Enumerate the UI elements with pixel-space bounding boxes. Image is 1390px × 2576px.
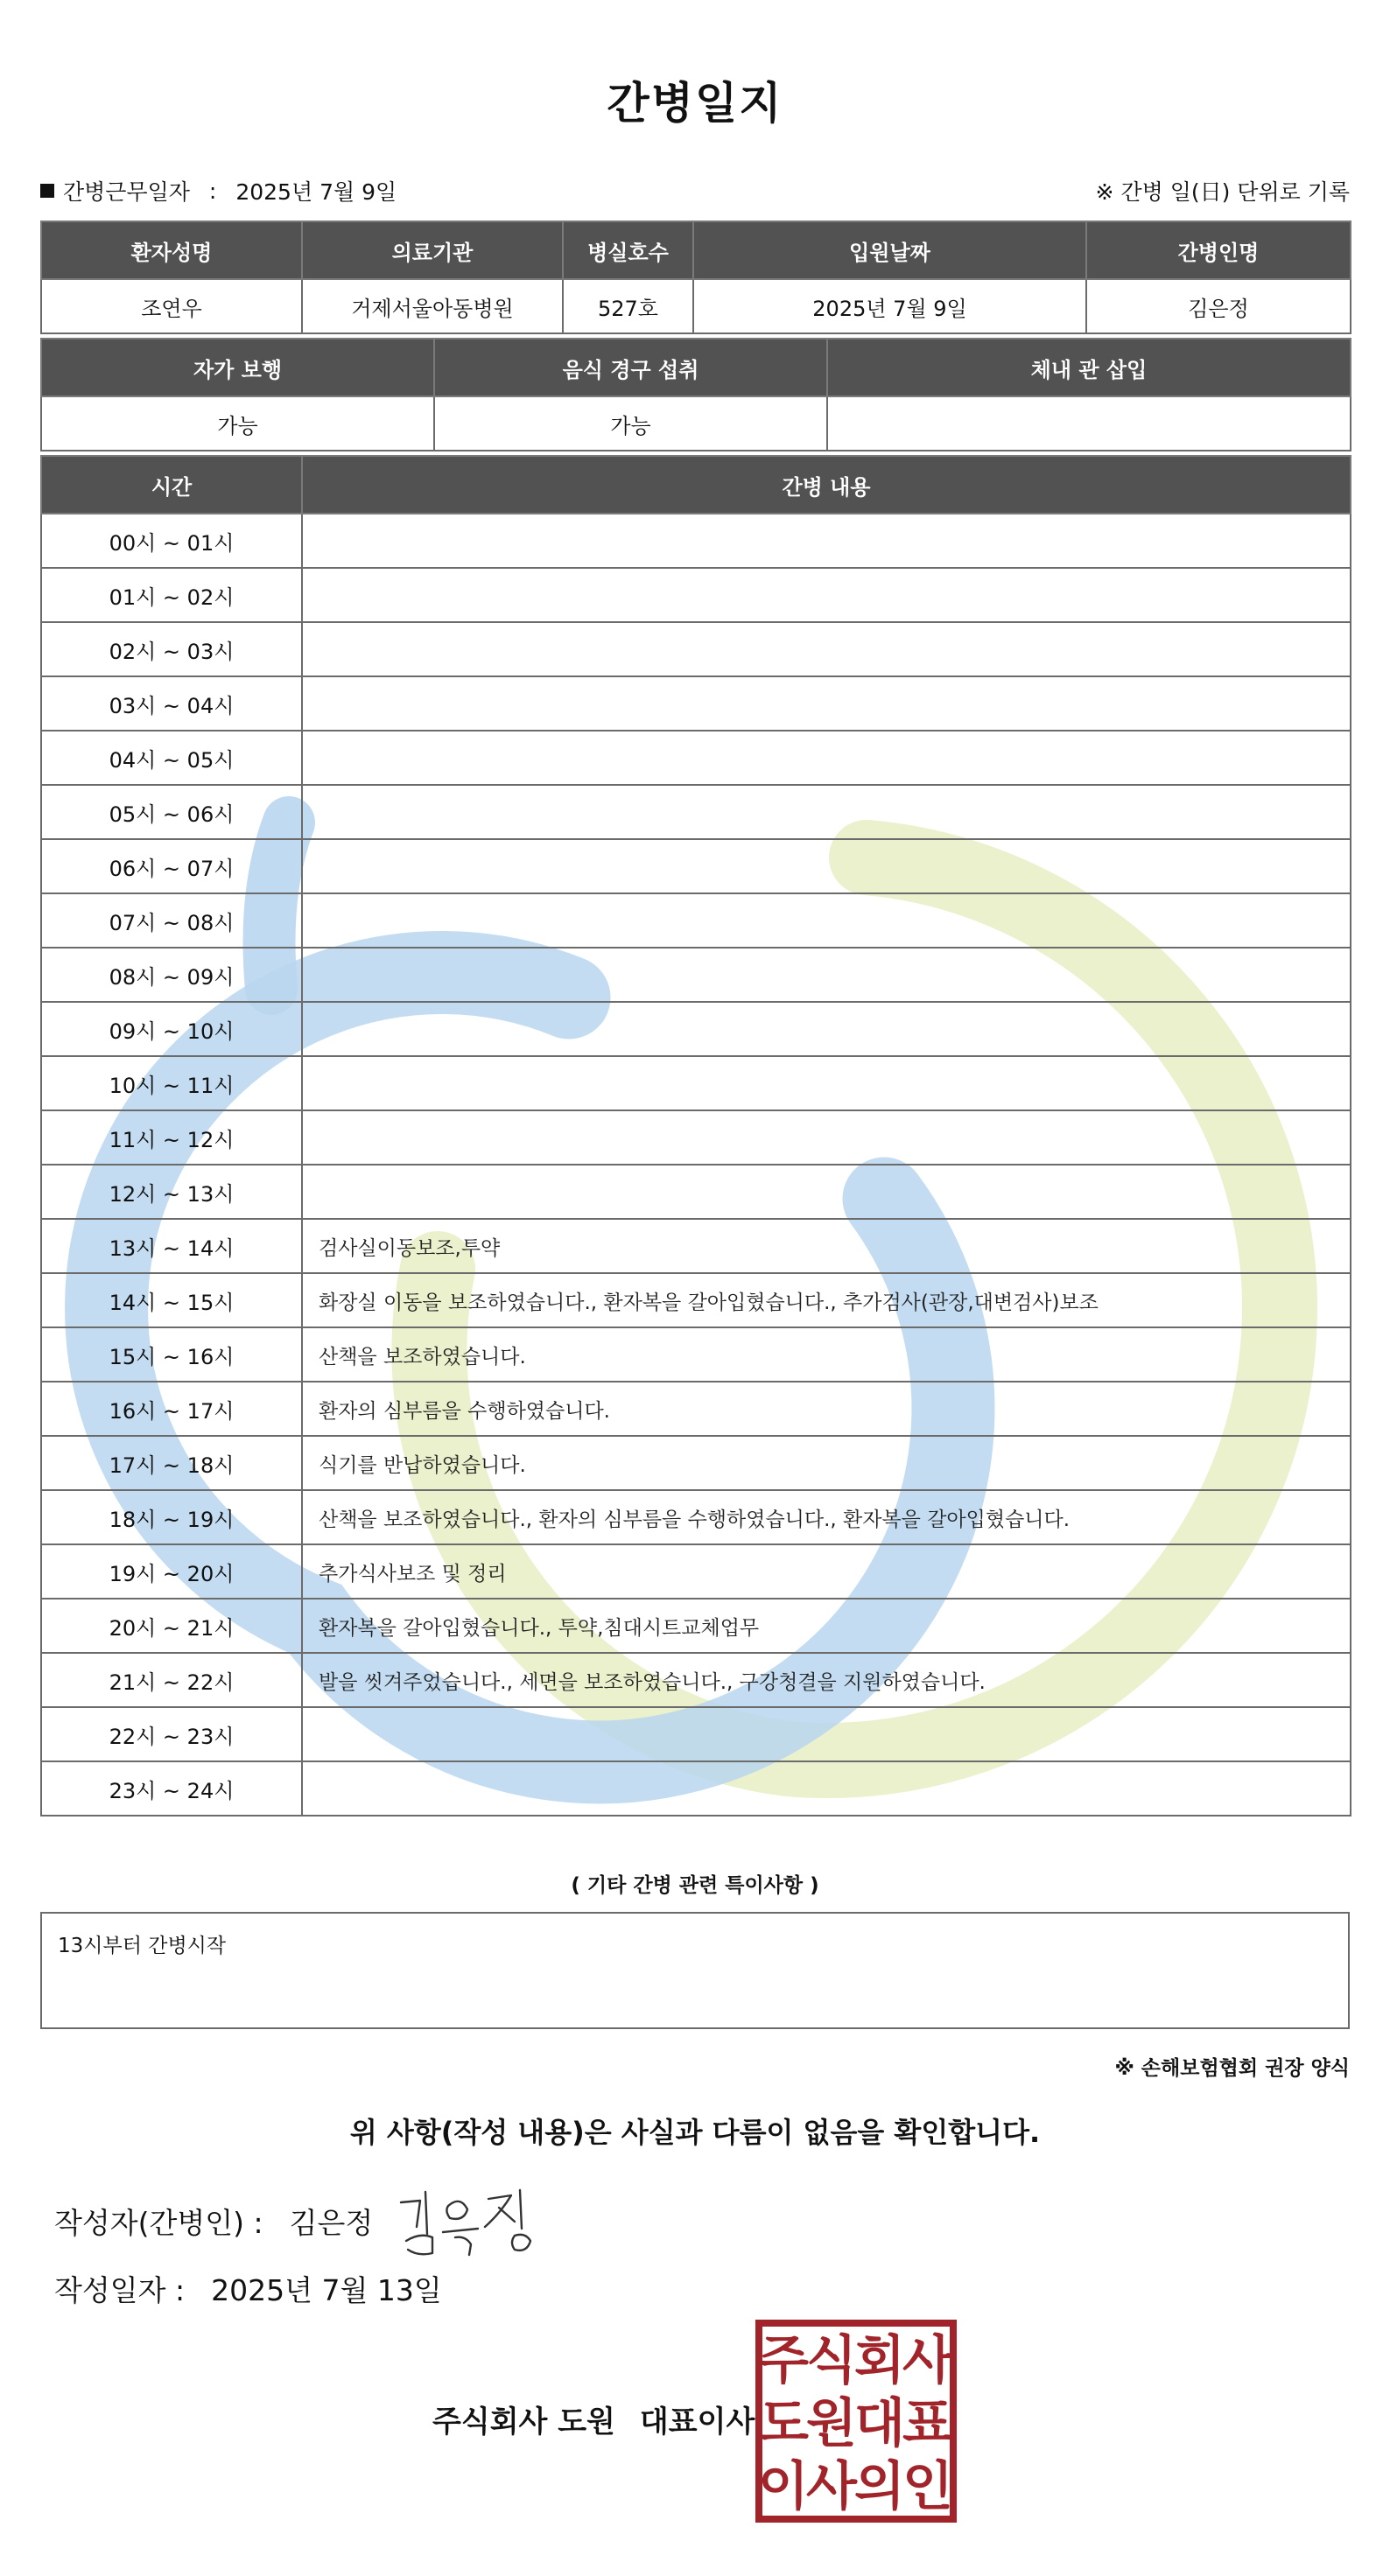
svg-text:사: 사: [806, 2456, 857, 2517]
care-content: 환자복을 갈아입혔습니다., 투약,침대시트교체업무: [302, 1599, 1351, 1653]
time-slot: 14시 ~ 15시: [41, 1273, 302, 1327]
table-row: [41, 514, 1351, 568]
table-row: [41, 1490, 1351, 1544]
care-content: 추가식사보조 및 정리: [302, 1544, 1351, 1599]
table-row: [41, 1653, 1351, 1707]
schedule-rows: [41, 514, 1351, 1816]
time-slot: 21시 ~ 22시: [41, 1653, 302, 1707]
svg-text:주: 주: [758, 2330, 809, 2391]
table-row: [41, 1219, 1351, 1273]
care-content: 산책을 보조하였습니다.: [302, 1327, 1351, 1382]
care-content: [302, 1165, 1351, 1219]
table-row: [41, 785, 1351, 839]
square-bullet-icon: [40, 184, 54, 198]
time-slot: 01시 ~ 02시: [41, 568, 302, 622]
time-slot: 22시 ~ 23시: [41, 1707, 302, 1761]
time-slot: 17시 ~ 18시: [41, 1436, 302, 1490]
confirmation-statement: 위 사항(작성 내용)은 사실과 다름이 없음을 확인합니다.: [349, 2116, 1041, 2149]
care-content: [302, 839, 1351, 893]
table-row: [41, 622, 1351, 676]
work-date-separator: :: [208, 178, 217, 204]
time-slot: 07시 ~ 08시: [41, 893, 302, 948]
table-row: [41, 839, 1351, 893]
care-content: [302, 948, 1351, 1002]
table-row: [41, 1056, 1351, 1110]
care-content: 산책을 보조하였습니다., 환자의 심부름을 수행하였습니다., 환자복을 갈아입혔습니다.: [302, 1490, 1351, 1544]
table-row: [41, 1436, 1351, 1490]
oral-intake-value: 가능: [434, 396, 827, 451]
care-content: [302, 568, 1351, 622]
table-row: [41, 731, 1351, 785]
table-row: [41, 1327, 1351, 1382]
svg-text:식: 식: [806, 2330, 857, 2391]
company-seal: [755, 2319, 958, 2524]
time-slot: 09시 ~ 10시: [41, 1002, 302, 1056]
time-slot: 16시 ~ 17시: [41, 1382, 302, 1436]
table-row: [41, 893, 1351, 948]
table-row: [41, 1110, 1351, 1165]
caregiver-name: 김은정: [1086, 279, 1351, 333]
svg-text:도: 도: [758, 2393, 809, 2454]
time-slot: 15시 ~ 16시: [41, 1327, 302, 1382]
table-row: [41, 568, 1351, 622]
care-content: 환자의 심부름을 수행하였습니다.: [302, 1382, 1351, 1436]
table-row: [41, 1544, 1351, 1599]
time-slot: 06시 ~ 07시: [41, 839, 302, 893]
writer-label: 작성자(간병인) :: [54, 2206, 263, 2240]
time-slot: 13시 ~ 14시: [41, 1219, 302, 1273]
header-institution: 의료기관: [302, 221, 563, 279]
handwritten-signature: [394, 2183, 538, 2262]
institution: 거제서울아동병원: [302, 279, 563, 333]
header-tube: 체내 관 삽입: [827, 339, 1351, 396]
table-row: [41, 1273, 1351, 1327]
time-slot: 10시 ~ 11시: [41, 1056, 302, 1110]
svg-text:회: 회: [854, 2330, 905, 2391]
table-row: [41, 948, 1351, 1002]
time-slot: 18시 ~ 19시: [41, 1490, 302, 1544]
svg-text:대: 대: [854, 2393, 905, 2454]
care-content: [302, 1761, 1351, 1816]
tube-value: [827, 396, 1351, 451]
schedule-header: [41, 456, 1351, 514]
table-row: [41, 1165, 1351, 1219]
care-content: [302, 785, 1351, 839]
care-content: [302, 1002, 1351, 1056]
care-schedule-table: [40, 455, 1351, 1816]
care-content: [302, 1707, 1351, 1761]
header-caregiver: 간병인명: [1086, 221, 1351, 279]
time-slot: 00시 ~ 01시: [41, 514, 302, 568]
svg-text:의: 의: [854, 2456, 905, 2517]
written-date-value: 2025년 7월 13일: [211, 2273, 442, 2307]
walking-value: 가능: [41, 396, 434, 451]
header-room: 병실호수: [563, 221, 693, 279]
care-content: [302, 514, 1351, 568]
meta-row: [40, 175, 1350, 210]
writer-name: 김은정: [289, 2206, 374, 2240]
patient-info-header: [41, 221, 1351, 279]
status-header: [41, 339, 1351, 396]
care-content: 식기를 반납하였습니다.: [302, 1436, 1351, 1490]
care-content: [302, 1110, 1351, 1165]
work-date-value: 2025년 7월 9일: [235, 179, 397, 205]
header-admission-date: 입원날짜: [693, 221, 1086, 279]
care-content: 검사실이동보조,투약: [302, 1219, 1351, 1273]
room-number: 527호: [563, 279, 693, 333]
time-slot: 20시 ~ 21시: [41, 1599, 302, 1653]
document-title: 간병일지: [607, 78, 783, 129]
care-content: [302, 1056, 1351, 1110]
header-time: 시간: [41, 456, 302, 514]
header-care-content: 간병 내용: [302, 456, 1351, 514]
time-slot: 08시 ~ 09시: [41, 948, 302, 1002]
notes-box: [40, 1912, 1350, 2029]
svg-text:표: 표: [902, 2393, 953, 2454]
format-note: ※ 손해보험협회 권장 양식: [1114, 2057, 1350, 2080]
time-slot: 12시 ~ 13시: [41, 1165, 302, 1219]
table-row: [41, 1761, 1351, 1816]
patient-info-table: [40, 220, 1351, 334]
time-slot: 05시 ~ 06시: [41, 785, 302, 839]
time-slot: 03시 ~ 04시: [41, 676, 302, 731]
care-content: 발을 씻겨주었습니다., 세면을 보조하였습니다., 구강청결을 지원하였습니다.: [302, 1653, 1351, 1707]
writer-line: [54, 2201, 373, 2242]
svg-text:사: 사: [902, 2330, 953, 2391]
patient-status-table: [40, 338, 1351, 452]
care-content: [302, 676, 1351, 731]
header-oral-intake: 음식 경구 섭취: [434, 339, 827, 396]
admission-date: 2025년 7월 9일: [693, 279, 1086, 333]
care-content: [302, 893, 1351, 948]
time-slot: 23시 ~ 24시: [41, 1761, 302, 1816]
notes-title: ( 기타 간병 관련 특이사항 ): [571, 1874, 819, 1897]
table-row: [41, 1382, 1351, 1436]
table-row: [41, 1002, 1351, 1056]
company-title: 대표이사: [639, 2404, 755, 2440]
care-content: [302, 731, 1351, 785]
work-date-label: 간병근무일자: [63, 179, 190, 205]
table-row: [41, 1707, 1351, 1761]
time-slot: 04시 ~ 05시: [41, 731, 302, 785]
svg-text:인: 인: [902, 2456, 953, 2517]
time-slot: 11시 ~ 12시: [41, 1110, 302, 1165]
time-slot: 19시 ~ 20시: [41, 1544, 302, 1599]
company-name: 주식회사 도원: [432, 2404, 615, 2440]
table-row: [41, 676, 1351, 731]
care-content: 화장실 이동을 보조하였습니다., 환자복을 갈아입혔습니다., 추가검사(관장,대변검사)보조: [302, 1273, 1351, 1327]
work-date: [40, 175, 397, 206]
record-unit-note: ※ 간병 일(日) 단위로 기록: [1095, 179, 1350, 205]
written-date-line: [54, 2268, 442, 2309]
header-patient-name: 환자성명: [41, 221, 302, 279]
care-content: [302, 622, 1351, 676]
patient-info-values: [41, 279, 1351, 333]
time-slot: 02시 ~ 03시: [41, 622, 302, 676]
table-row: [41, 1599, 1351, 1653]
written-date-label: 작성일자 :: [54, 2273, 186, 2307]
svg-text:이: 이: [758, 2456, 809, 2517]
patient-name: 조연우: [41, 279, 302, 333]
notes-text: 13시부터 간병시작: [58, 1935, 227, 1957]
svg-text:원: 원: [806, 2393, 857, 2454]
company-line: [432, 2398, 755, 2440]
status-values: [41, 396, 1351, 451]
header-walking: 자가 보행: [41, 339, 434, 396]
